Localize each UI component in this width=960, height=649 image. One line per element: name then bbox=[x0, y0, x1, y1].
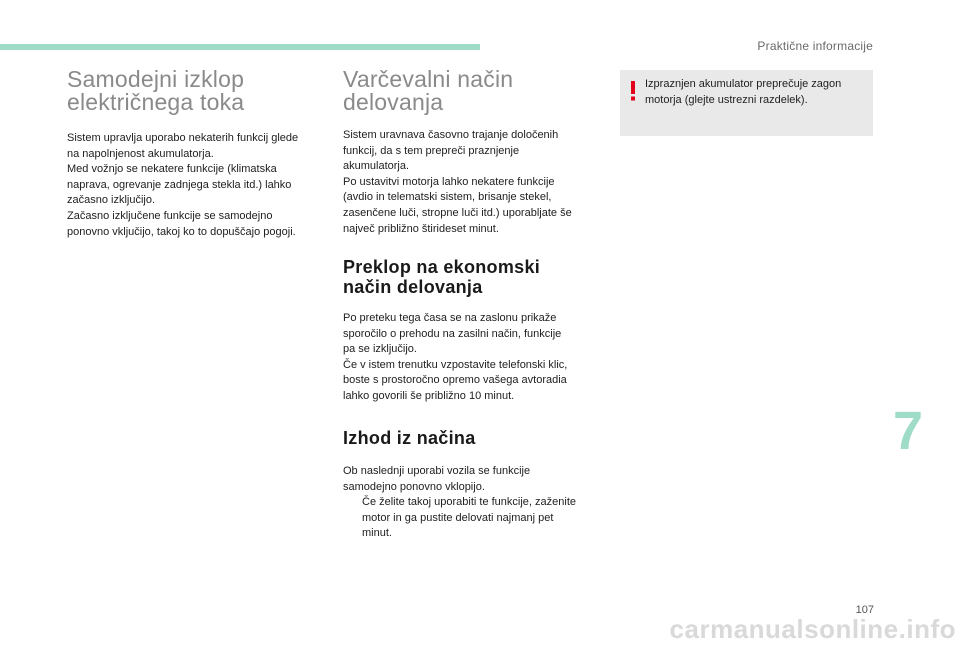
warning-note bbox=[620, 70, 873, 136]
bullet-item: Če želite takoj uporabiti te funkcije, zaženite motor in ga pustite delovati najmanj pet minut. bbox=[343, 495, 603, 542]
section-title: Praktične informacije bbox=[757, 39, 873, 53]
header-accent-bar bbox=[0, 44, 480, 50]
warning-text: Izpraznjen akumulator preprečuje zagon motorja (glejte ustrezni razdelek). bbox=[645, 78, 842, 106]
economy-mode-heading: Varčevalni način delovanja bbox=[343, 66, 514, 115]
page-number: 107 bbox=[855, 604, 874, 616]
exit-mode-heading: Izhod iz načina bbox=[343, 428, 476, 448]
exclamation-icon bbox=[630, 81, 636, 101]
switch-economy-section bbox=[343, 257, 603, 405]
auto-power-off-section bbox=[67, 68, 329, 240]
watermark: carmanualsonline.info bbox=[669, 614, 956, 644]
economy-mode-section bbox=[343, 68, 603, 237]
auto-power-off-heading: Samodejni izklop električnega toka bbox=[67, 66, 245, 115]
exit-mode-section bbox=[343, 428, 603, 542]
chapter-number: 7 bbox=[893, 401, 924, 461]
switch-economy-heading: Preklop na ekonomski način delovanja bbox=[343, 257, 541, 297]
switch-economy-text: Po preteku tega časa se na zaslonu prikaže sporočilo o prehodu na zasilni način, funkcije pa se izključijo. Če v istem trenutku vzpostavite telefonski klic, boste s prostoročno opremo vašega avtoradia lahko govorili še približno 10 minut. bbox=[343, 312, 568, 402]
exit-mode-text: Ob naslednji uporabi vozila se funkcije samodejno ponovno vklopijo. Če želite takoj uporabiti te funkcije, zaženite motor in ga pustite delovati najmanj pet minut. bbox=[343, 464, 603, 542]
bullet-mark-icon bbox=[343, 495, 362, 542]
auto-power-off-text: Sistem upravlja uporabo nekaterih funkcij glede na napolnjenost akumulatorja. Med vožnjo se nekatere funkcije (klimatska naprava, ogrevanje zadnjega stekla itd.) lahko začasno izključijo. Začasno izključene funkcije se samodejno ponovno vključijo, takoj ko to dopuščajo pogoji. bbox=[67, 132, 299, 238]
economy-mode-text: Sistem uravnava časovno trajanje določenih funkcij, da s tem prepreči praznjenje akumulatorja. Po ustavitvi motorja lahko nekatere funkcije (avdio in telematski sistem, brisanje stekel, zasenčene luči, stropne luči itd.) uporabljate še največ približno štirideset minut. bbox=[343, 129, 572, 235]
